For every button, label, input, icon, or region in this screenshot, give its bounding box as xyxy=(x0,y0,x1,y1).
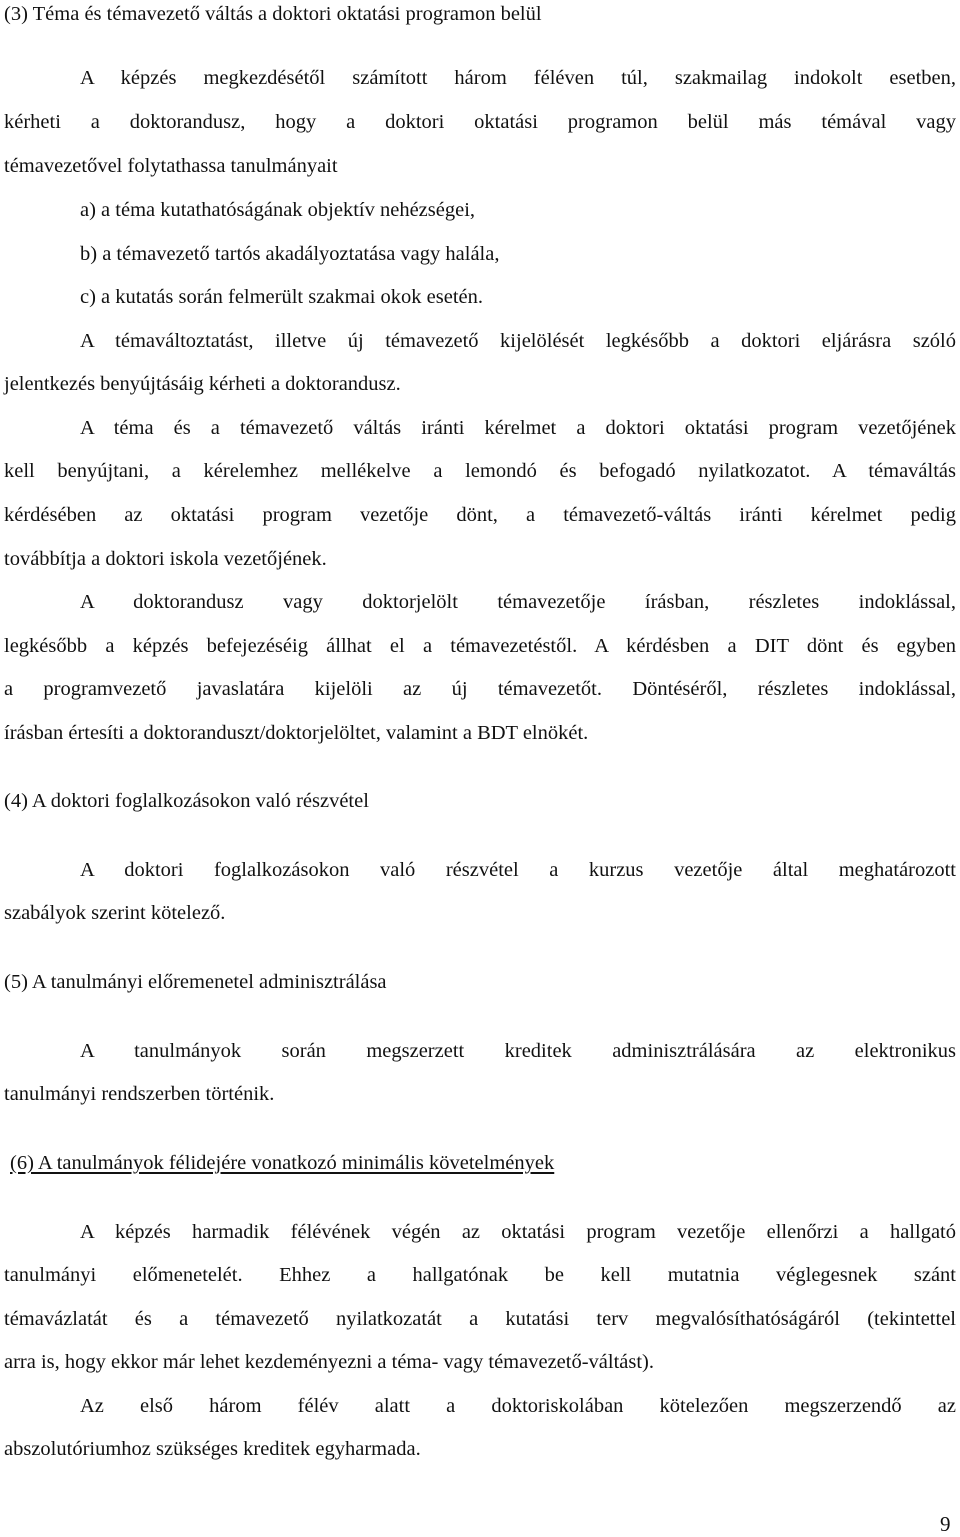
section-3-line: kérheti a doktorandusz, hogy a doktori oktatási programon belül más témával vagy xyxy=(4,111,956,133)
section-6-line: témavázlatát és a témavezető nyilatkozatát a kutatási terv megvalósíthatóságáról (tekintettel xyxy=(4,1308,956,1330)
section-5-heading: (5) A tanulmányi előremenetel adminisztrálása xyxy=(4,971,387,993)
section-3-line: A téma és a témavezető váltás iránti kérelmet a doktori oktatási program vezetőjének xyxy=(80,417,956,439)
section-3-line: A doktorandusz vagy doktorjelölt témavezetője írásban, részletes indoklással, xyxy=(80,591,956,613)
section-3-line: A képzés megkezdésétől számított három féléven túl, szakmailag indokolt esetben, xyxy=(80,67,956,89)
section-3-line: kell benyújtani, a kérelemhez mellékelve a lemondó és befogadó nyilatkozatot. A témaváltás xyxy=(4,460,956,482)
section-3-list-item-c: c) a kutatás során felmerült szakmai okok esetén. xyxy=(80,286,484,308)
section-3-line: kérdésében az oktatási program vezetője dönt, a témavezető-váltás iránti kérelmet pedig xyxy=(4,504,956,526)
section-3-line: jelentkezés benyújtásáig kérheti a doktorandusz. xyxy=(4,373,401,395)
section-6-heading: (6) A tanulmányok félidejére vonatkozó minimális követelmények xyxy=(10,1152,555,1174)
section-3-heading: (3) Téma és témavezető váltás a doktori oktatási programon belül xyxy=(4,3,542,25)
section-4-line: szabályok szerint kötelező. xyxy=(4,902,226,924)
section-5-line: A tanulmányok során megszerzett kreditek adminisztrálására az elektronikus xyxy=(80,1040,956,1062)
page-number: 9 xyxy=(940,1512,951,1536)
section-6-line: abszolutóriumhoz szükséges kreditek egyharmada. xyxy=(4,1438,421,1460)
section-6-line: A képzés harmadik félévének végén az oktatási program vezetője ellenőrzi a hallgató xyxy=(80,1221,956,1243)
section-3-line: írásban értesíti a doktoranduszt/doktorjelöltet, valamint a BDT elnökét. xyxy=(4,722,589,744)
section-6-line: Az első három félév alatt a doktoriskolában kötelezően megszerzendő az xyxy=(80,1395,956,1417)
section-6-line: tanulmányi előmenetelét. Ehhez a hallgatónak be kell mutatnia véglegesnek szánt xyxy=(4,1264,956,1286)
section-4-heading: (4) A doktori foglalkozásokon való részvétel xyxy=(4,790,369,812)
section-3-line: A témaváltoztatást, illetve új témavezető kijelölését legkésőbb a doktori eljárásra szóló xyxy=(80,330,956,352)
section-6-line: arra is, hogy ekkor már lehet kezdeményezni a téma- vagy témavezető-váltást). xyxy=(4,1351,655,1373)
section-3-line: témavezetővel folytathassa tanulmányait xyxy=(4,155,338,177)
section-5-line: tanulmányi rendszerben történik. xyxy=(4,1083,275,1105)
section-4-line: A doktori foglalkozásokon való részvétel a kurzus vezetője által meghatározott xyxy=(80,859,956,881)
section-3-line: legkésőbb a képzés befejezéséig állhat el a témavezetéstől. A kérdésben a DIT dönt és egyben xyxy=(4,635,956,657)
section-3-line: továbbítja a doktori iskola vezetőjének. xyxy=(4,548,327,570)
section-3-list-item-a: a) a téma kutathatóságának objektív nehézségei, xyxy=(80,199,476,221)
section-3-line: a programvezető javaslatára kijelöli az új témavezetőt. Döntéséről, részletes indoklással, xyxy=(4,678,956,700)
section-3-list-item-b: b) a témavezető tartós akadályoztatása vagy halála, xyxy=(80,243,500,265)
